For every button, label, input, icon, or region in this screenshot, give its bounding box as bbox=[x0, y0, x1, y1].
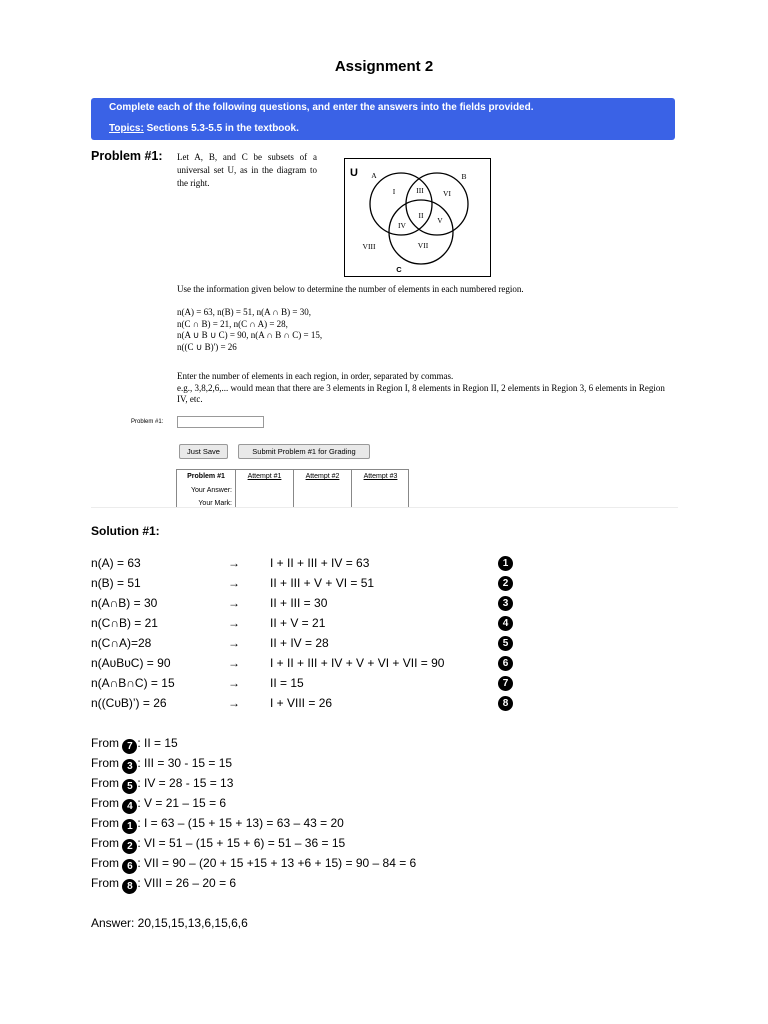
attempt-link[interactable]: Attempt #1 bbox=[247, 473, 282, 480]
region-equation: II + III = 30 bbox=[270, 596, 328, 610]
derivation-text: : IV = 28 - 15 = 13 bbox=[137, 776, 234, 790]
equation-number-badge: 5 bbox=[498, 636, 513, 651]
problem-instructions bbox=[177, 371, 677, 406]
given-statement: n(A∩B∩C) = 15 bbox=[91, 676, 175, 690]
region-label-6: VI bbox=[443, 189, 451, 198]
your-mark-label: Your Mark: bbox=[198, 500, 232, 507]
solution-row bbox=[91, 616, 521, 636]
answer-label: Problem #1: bbox=[131, 419, 164, 425]
equation-number-badge: 1 bbox=[498, 556, 513, 571]
equation-number-badge: 1 bbox=[122, 819, 137, 834]
derivation-text: : VI = 51 – (15 + 15 + 6) = 51 – 36 = 15 bbox=[137, 836, 346, 850]
region-label-4: IV bbox=[398, 221, 406, 230]
attempt-link[interactable]: Attempt #3 bbox=[363, 473, 398, 480]
from-word: From bbox=[91, 776, 119, 790]
derivation-text: : III = 30 - 15 = 15 bbox=[137, 756, 233, 770]
derivation-line bbox=[91, 796, 226, 816]
attempts-table-title: Problem #1 bbox=[187, 473, 225, 480]
topics-text: Sections 5.3-5.5 in the textbook. bbox=[143, 123, 299, 134]
banner-instructions: Complete each of the following questions, and enter the answers into the fields provided. bbox=[109, 102, 534, 113]
derivation-text: : I = 63 – (15 + 15 + 13) = 63 – 43 = 20 bbox=[137, 816, 344, 830]
instructions-text: Enter the number of elements in each region, in order, separated by commas. bbox=[177, 371, 454, 381]
region-label-2: II bbox=[418, 211, 424, 220]
region-label-7: VII bbox=[417, 241, 429, 250]
from-word: From bbox=[91, 856, 119, 870]
venn-diagram bbox=[344, 158, 491, 277]
equation-number-badge: 5 bbox=[122, 779, 137, 794]
from-word: From bbox=[91, 756, 119, 770]
attempt-column bbox=[352, 470, 409, 507]
region-equation: I + II + III + IV = 63 bbox=[270, 556, 370, 570]
derivation-text: : VII = 90 – (20 + 15 +15 + 13 +6 + 15) = 90 – 84 = 6 bbox=[137, 856, 417, 870]
equation-number-badge: 8 bbox=[122, 879, 137, 894]
submit-grading-button[interactable]: Submit Problem #1 for Grading bbox=[238, 444, 370, 459]
from-word: From bbox=[91, 876, 119, 890]
derivation-text: : VIII = 26 – 20 = 6 bbox=[137, 876, 237, 890]
equation-number-badge: 4 bbox=[122, 799, 137, 814]
set-label-c: C bbox=[396, 265, 402, 274]
condition-line: n(C ∩ B) = 21, n(C ∩ A) = 28, bbox=[177, 318, 288, 329]
given-statement: n((CᴜB)’) = 26 bbox=[91, 696, 167, 710]
solution-row bbox=[91, 676, 521, 696]
equation-number-badge: 6 bbox=[122, 859, 137, 874]
equation-number-badge: 2 bbox=[498, 576, 513, 591]
equation-number-badge: 2 bbox=[122, 839, 137, 854]
banner-topics bbox=[109, 122, 675, 136]
condition-line: n((C ∪ B)') = 26 bbox=[177, 341, 237, 352]
given-statement: n(C∩A)=28 bbox=[91, 636, 152, 650]
attempt-column bbox=[294, 470, 352, 507]
final-answer: Answer: 20,15,15,13,6,15,6,6 bbox=[91, 916, 248, 930]
instructions-banner bbox=[91, 98, 675, 140]
universe-box bbox=[345, 159, 491, 277]
equation-number-badge: 3 bbox=[498, 596, 513, 611]
problem-intro: Let A, B, and C be subsets of a universal set U, as in the diagram to the right. bbox=[177, 152, 317, 188]
problem-conditions bbox=[177, 307, 322, 353]
derivation-line bbox=[91, 876, 236, 896]
arrow-icon: → bbox=[228, 596, 240, 610]
circle-c bbox=[389, 200, 453, 264]
equation-number-badge: 4 bbox=[498, 616, 513, 631]
equation-number-badge: 3 bbox=[122, 759, 137, 774]
arrow-icon: → bbox=[228, 676, 240, 690]
region-label-8: VIII bbox=[362, 242, 376, 251]
example-text: e.g., 3,8,2,6,... would mean that there are 3 elements in Region I, 8 elements in Region II, 2 elements in Region 3, 6 elements in Region IV, etc. bbox=[177, 382, 665, 404]
condition-line: n(A ∪ B ∪ C) = 90, n(A ∩ B ∩ C) = 15, bbox=[177, 330, 323, 340]
solution-row bbox=[91, 656, 521, 676]
given-statement: n(C∩B) = 21 bbox=[91, 616, 158, 630]
derivation-line bbox=[91, 756, 232, 776]
region-equation: II + III + V + VI = 51 bbox=[270, 576, 375, 590]
solution-row bbox=[91, 636, 521, 656]
derivation-text: : II = 15 bbox=[137, 736, 178, 750]
region-equation: I + II + III + IV + V + VI + VII = 90 bbox=[270, 656, 445, 670]
region-equation: I + VIII = 26 bbox=[270, 696, 333, 710]
arrow-icon: → bbox=[228, 556, 240, 570]
given-statement: n(A) = 63 bbox=[91, 556, 141, 570]
given-statement: n(AᴜBᴜC) = 90 bbox=[91, 656, 171, 670]
answer-input[interactable] bbox=[177, 416, 264, 428]
attempt-column bbox=[236, 470, 294, 507]
equation-number-badge: 7 bbox=[498, 676, 513, 691]
derivation-line bbox=[91, 836, 345, 856]
region-equation: II + V = 21 bbox=[270, 616, 326, 630]
given-statement: n(A∩B) = 30 bbox=[91, 596, 158, 610]
arrow-icon: → bbox=[228, 616, 240, 630]
universe-label: U bbox=[350, 167, 358, 179]
problem-heading: Problem #1: bbox=[91, 149, 163, 163]
attempts-header-column bbox=[177, 470, 236, 507]
solution-row bbox=[91, 696, 521, 716]
derivation-line bbox=[91, 776, 233, 796]
derivation-line bbox=[91, 856, 416, 876]
topics-link[interactable]: Topics: bbox=[109, 123, 144, 134]
set-label-a: A bbox=[371, 171, 377, 180]
attempts-table bbox=[176, 469, 409, 507]
region-equation: II = 15 bbox=[270, 676, 304, 690]
section-divider bbox=[91, 507, 678, 508]
arrow-icon: → bbox=[228, 656, 240, 670]
region-label-1: I bbox=[392, 187, 396, 196]
derivation-line bbox=[91, 816, 344, 836]
from-word: From bbox=[91, 796, 119, 810]
equation-number-badge: 7 bbox=[122, 739, 137, 754]
equation-number-badge: 6 bbox=[498, 656, 513, 671]
from-word: From bbox=[91, 736, 119, 750]
solution-row bbox=[91, 576, 521, 596]
from-word: From bbox=[91, 816, 119, 830]
arrow-icon: → bbox=[228, 636, 240, 650]
page-title: Assignment 2 bbox=[334, 58, 434, 75]
from-word: From bbox=[91, 836, 119, 850]
derivation-text: : V = 21 – 15 = 6 bbox=[137, 796, 227, 810]
region-equation: II + IV = 28 bbox=[270, 636, 329, 650]
derivation-line bbox=[91, 736, 178, 756]
problem-info: Use the information given below to determine the number of elements in each numbered region. bbox=[177, 284, 524, 294]
given-statement: n(B) = 51 bbox=[91, 576, 141, 590]
attempt-link[interactable]: Attempt #2 bbox=[305, 473, 340, 480]
arrow-icon: → bbox=[228, 696, 240, 710]
set-label-b: B bbox=[461, 172, 467, 181]
your-answer-label: Your Answer: bbox=[191, 487, 232, 494]
solution-row bbox=[91, 596, 521, 616]
solution-row bbox=[91, 556, 521, 576]
just-save-button[interactable]: Just Save bbox=[179, 444, 228, 459]
arrow-icon: → bbox=[228, 576, 240, 590]
equation-number-badge: 8 bbox=[498, 696, 513, 711]
condition-line: n(A) = 63, n(B) = 51, n(A ∩ B) = 30, bbox=[177, 307, 311, 317]
region-label-5: V bbox=[437, 216, 443, 225]
solution-heading: Solution #1: bbox=[91, 524, 160, 538]
region-label-3: III bbox=[416, 186, 424, 195]
